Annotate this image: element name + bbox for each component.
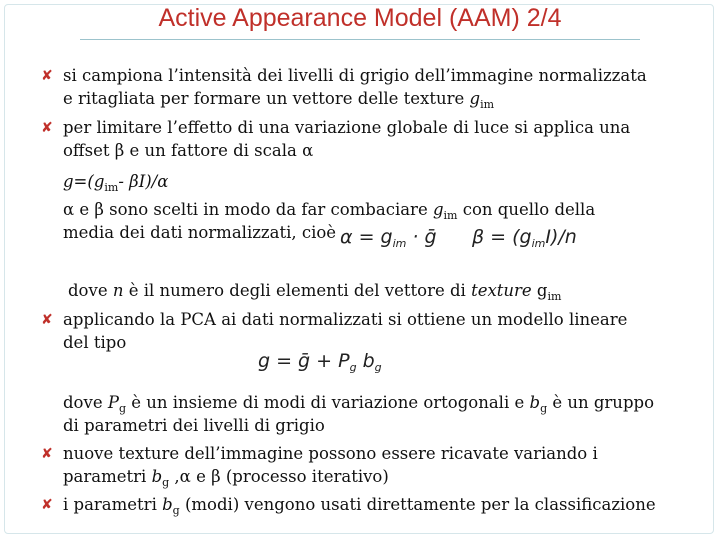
bullet-2-line-1: per limitare l’effetto di una variazione globale di luce si applica una bbox=[63, 118, 631, 137]
linear-model-formula: g = ḡ + $P_g$ $b_g$ bbox=[258, 350, 382, 374]
text: e ritagliata per formare un vettore delle texture bbox=[63, 89, 470, 108]
eq-part: g=(g bbox=[63, 172, 105, 191]
x-bullet-icon: ✘ bbox=[41, 120, 53, 136]
subscript: im bbox=[104, 181, 119, 194]
bullet-4-line-2: parametri $b_g$ ,α e β (processo iterativo) bbox=[63, 467, 389, 489]
x-bullet-icon: ✘ bbox=[41, 497, 53, 513]
title-divider bbox=[80, 39, 640, 40]
bullet-2-line-2: offset β e un fattore di scala α bbox=[63, 141, 314, 160]
var-g: g bbox=[432, 200, 444, 219]
var-g: g bbox=[469, 89, 481, 108]
bullet-5-line-1: i parametri $b_g$ (modi) vengono usati direttamente per la classificazione bbox=[63, 495, 656, 517]
text: α e β sono scelti in modo da far combaciare bbox=[63, 200, 433, 219]
slide-title: Active Appearance Model (AAM) 2/4 bbox=[158, 4, 562, 32]
x-bullet-icon: ✘ bbox=[41, 68, 53, 84]
note-n-elements: dove n è il numero degli elementi del vettore di texture $g_{im}$ bbox=[68, 281, 562, 303]
bullet-1-line-1: si campiona l’intensità dei livelli di grigio dell’immagine normalizzata bbox=[63, 66, 647, 85]
subscript: im bbox=[480, 98, 495, 111]
bullet-2-line-4 bbox=[63, 198, 680, 221]
x-bullet-icon: ✘ bbox=[41, 312, 53, 328]
alpha-formula: $\alpha = g_{im}$ · ḡ bbox=[340, 226, 437, 250]
bullet-3-line-1: applicando la PCA ai dati normalizzati si ottiene un modello lineare bbox=[63, 310, 628, 329]
beta-formula: $\beta = (g_{im}I)/n$ bbox=[472, 226, 577, 250]
eq-part: - βI)/α bbox=[118, 172, 169, 191]
bullet-2-line-5: media dei dati normalizzati, cioè bbox=[63, 223, 337, 242]
normalization-equation bbox=[63, 170, 680, 193]
bullet-4-line-1: nuove texture dell’immagine possono essere ricavate variando i bbox=[63, 444, 598, 463]
text: con quello della bbox=[457, 200, 596, 219]
bullet-3-line-2: del tipo bbox=[63, 333, 127, 352]
bullet-1-line-2 bbox=[63, 87, 680, 110]
x-bullet-icon: ✘ bbox=[41, 446, 53, 462]
note-pg-bg-line-2: di parametri dei livelli di grigio bbox=[63, 416, 325, 435]
note-pg-bg-line-1: dove $P_g$ è un insieme di modi di variazione ortogonali e $b_g$ è un gruppo bbox=[63, 393, 654, 415]
subscript: im bbox=[443, 209, 458, 222]
